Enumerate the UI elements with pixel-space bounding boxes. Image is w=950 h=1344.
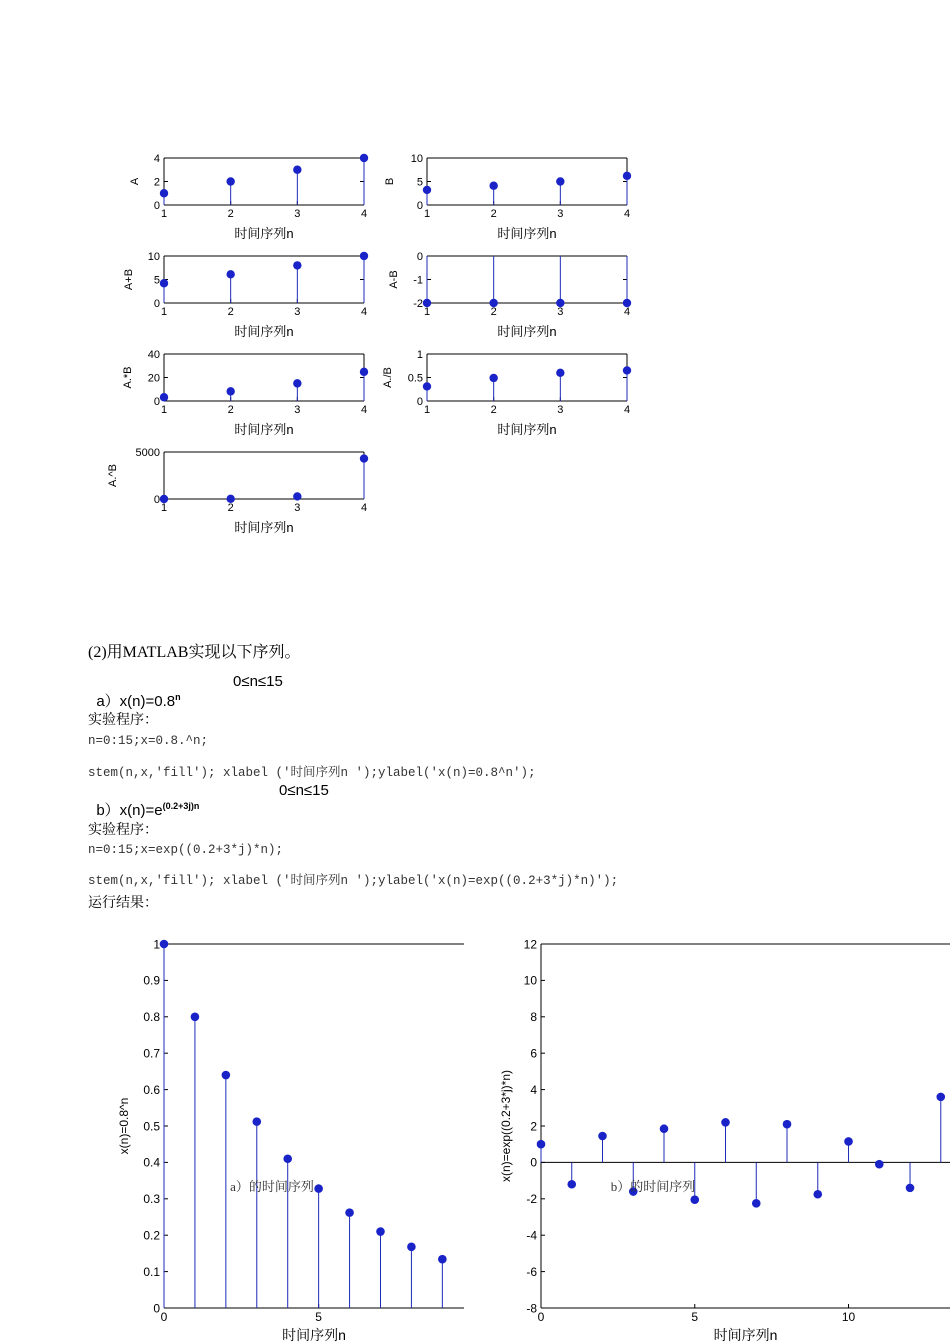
chart-a-stem-marker bbox=[407, 1243, 416, 1252]
small-plot-6-xtick-label: 3 bbox=[557, 404, 564, 416]
small-plot-7-xlabel: 时间序列n bbox=[234, 520, 294, 535]
small-plot-1-group bbox=[160, 154, 368, 205]
chart-b-annotation: b）的时间序列 bbox=[610, 1179, 696, 1194]
chart-b-stem-marker bbox=[721, 1118, 730, 1127]
code-line-b1: n=0:15;x=exp((0.2+3*j)*n); bbox=[88, 843, 284, 857]
small-plot-4-xtick-label: 4 bbox=[623, 306, 631, 318]
small-plot-3-stem-marker bbox=[293, 261, 301, 269]
code-line-a2: stem(n,x,'fill'); xlabel ('时间序列n ');ylabel('x(n)=0.8^n'); bbox=[88, 766, 536, 780]
chart-b-stem-marker bbox=[660, 1124, 669, 1133]
code-line-a1: n=0:15;x=0.8.^n; bbox=[88, 734, 209, 748]
small-plot-2-ytick-label: 0 bbox=[416, 199, 423, 212]
chart-b-ytick-label: -8 bbox=[526, 1301, 537, 1316]
chart-b-stem-marker bbox=[598, 1132, 607, 1141]
small-plot-5-ytick-label: 40 bbox=[147, 348, 160, 361]
small-plot-5-ytick-label: 20 bbox=[147, 372, 160, 385]
code-line-b2: stem(n,x,'fill'); xlabel ('时间序列n ');ylabel('x(n)=exp((0.2+3*j)*n)'); bbox=[88, 874, 619, 888]
small-plot-4-xlabel: 时间序列n bbox=[497, 324, 557, 339]
chart-b-stem-marker bbox=[844, 1137, 853, 1146]
small-plot-2-ylabel: B bbox=[384, 177, 396, 186]
chart-b-stem-marker bbox=[783, 1120, 792, 1129]
chart-b-stem-marker bbox=[567, 1180, 576, 1189]
chart-b-group bbox=[537, 944, 950, 1308]
small-plot-5-xtick-label: 3 bbox=[294, 404, 301, 416]
chart-b-stem-marker bbox=[752, 1199, 761, 1208]
formula-b-exponent: (0.2+3j)n bbox=[162, 801, 200, 811]
small-plot-7-xtick-label: 4 bbox=[360, 502, 368, 514]
small-plot-7-xtick-label: 3 bbox=[294, 502, 301, 514]
small-plot-1-xlabel: 时间序列n bbox=[234, 226, 294, 241]
small-plot-1-stem-marker bbox=[226, 177, 234, 185]
chart-b-stem-marker bbox=[813, 1190, 822, 1199]
chart-a-stem-marker bbox=[252, 1117, 261, 1126]
chart-a-annotation: a）的时间序列 bbox=[230, 1179, 314, 1194]
small-plot-7-stem-marker bbox=[360, 454, 368, 462]
chart-b-xtick-label: 10 bbox=[841, 1310, 856, 1324]
small-plot-6-xlabel: 时间序列n bbox=[497, 422, 557, 437]
chart-a-stem-marker bbox=[376, 1227, 385, 1236]
small-plot-7-ytick-label: 5000 bbox=[135, 446, 160, 459]
small-plot-1-ylabel: A bbox=[129, 177, 141, 186]
chart-a-ytick-label: 0.5 bbox=[143, 1119, 160, 1134]
formula-a-exponent: n bbox=[175, 692, 181, 702]
small-plot-6-group bbox=[423, 354, 631, 401]
section-heading: (2)用MATLAB实现以下序列。 bbox=[88, 644, 301, 661]
chart-a-ytick-label: 0.9 bbox=[143, 973, 160, 988]
chart-b-ytick-label: -6 bbox=[526, 1264, 537, 1279]
small-plot-5-stem-marker bbox=[360, 368, 368, 376]
chart-b-ytick-label: 4 bbox=[530, 1082, 537, 1097]
small-plot-2-group bbox=[423, 158, 631, 205]
small-plot-6-stem-marker bbox=[623, 366, 631, 374]
small-plot-3-ytick-label: 0 bbox=[153, 297, 160, 310]
chart-a-xlabel: 时间序列n bbox=[282, 1327, 346, 1343]
small-plot-5-stem-marker bbox=[293, 379, 301, 387]
small-plot-2-xtick-label: 1 bbox=[423, 208, 431, 220]
chart-a-ytick-label: 0.6 bbox=[143, 1082, 160, 1097]
small-plot-2-xtick-label: 4 bbox=[623, 208, 631, 220]
small-plot-2-stem-marker bbox=[489, 182, 497, 190]
small-plot-6-ytick-label: 0.5 bbox=[407, 372, 423, 385]
small-plot-4-xtick-label: 2 bbox=[490, 306, 497, 318]
chart-a-stem-marker bbox=[283, 1154, 292, 1163]
formula-a bbox=[88, 673, 181, 711]
small-plot-5-ylabel: A.*B bbox=[122, 366, 134, 389]
small-plot-5-xtick-label: 4 bbox=[360, 404, 368, 416]
small-plot-1-stem-marker bbox=[293, 166, 301, 174]
small-plot-1-ytick-label: 2 bbox=[153, 176, 160, 189]
small-plot-3-ytick-label: 5 bbox=[153, 274, 160, 287]
small-plot-6-ytick-label: 0 bbox=[416, 395, 423, 408]
chart-a-xtick-label: 5 bbox=[315, 1310, 322, 1324]
small-plot-7-stem-marker bbox=[293, 492, 301, 500]
chart-a-stem-marker bbox=[222, 1071, 231, 1080]
chart-b-xtick-label: 5 bbox=[691, 1310, 699, 1324]
chart-b-xtick-label: 0 bbox=[537, 1310, 545, 1324]
small-plot-7-xtick-label: 2 bbox=[227, 502, 234, 514]
small-plot-1-stem-marker bbox=[360, 154, 368, 162]
small-plot-1-ytick-label: 0 bbox=[153, 199, 160, 212]
small-plot-6-xtick-label: 4 bbox=[623, 404, 631, 416]
chart-b-ytick-label: 8 bbox=[530, 1010, 537, 1025]
chart-a-stem-marker bbox=[160, 940, 169, 949]
small-plot-3-xtick-label: 4 bbox=[360, 306, 368, 318]
chart-b-ylabel: x(n)=exp((0.2+3*j)*n) bbox=[499, 1069, 513, 1183]
small-plot-3-stem-marker bbox=[160, 279, 168, 287]
small-plot-5-xlabel: 时间序列n bbox=[234, 422, 294, 437]
chart-a-ytick-label: 0.1 bbox=[143, 1264, 160, 1279]
chart-a-stem-marker bbox=[314, 1184, 323, 1193]
small-plot-6-stem-marker bbox=[489, 374, 497, 382]
small-plot-4-xtick-label: 3 bbox=[557, 306, 564, 318]
chart-a-stem-marker bbox=[438, 1255, 447, 1264]
formula-a-label: a）x(n)=0.8 bbox=[96, 693, 176, 710]
chart-a-ytick-label: 0.8 bbox=[143, 1010, 160, 1025]
chart-b-stem-marker bbox=[936, 1093, 945, 1102]
chart-b-stem-marker bbox=[690, 1195, 699, 1204]
small-plot-3-stem-marker bbox=[360, 252, 368, 260]
small-plot-2-ytick-label: 5 bbox=[416, 176, 423, 189]
small-plot-5-xtick-label: 2 bbox=[227, 404, 234, 416]
chart-a-ylabel: x(n)=0.8^n bbox=[117, 1097, 131, 1155]
chart-b-stem-marker bbox=[875, 1160, 884, 1169]
small-plot-6-ylabel: A./B bbox=[382, 367, 394, 388]
small-plot-2-stem-marker bbox=[623, 172, 631, 180]
small-plot-6-ytick-label: 1 bbox=[416, 348, 423, 361]
chart-b-stem-marker bbox=[906, 1184, 915, 1193]
formula-b-range: 0≤n≤15 bbox=[279, 782, 329, 799]
result-label: 运行结果： bbox=[88, 896, 158, 911]
chart-a-xtick-label: 0 bbox=[160, 1310, 168, 1324]
small-plot-2-xtick-label: 3 bbox=[557, 208, 564, 220]
small-plot-5-xtick-label: 1 bbox=[160, 404, 168, 416]
chart-b-ytick-label: 0 bbox=[530, 1155, 537, 1170]
chart-b-ytick-label: -2 bbox=[526, 1192, 537, 1207]
small-plot-3-xtick-label: 1 bbox=[160, 306, 168, 318]
small-plot-4-group bbox=[423, 256, 631, 307]
small-plot-6-stem-marker bbox=[556, 369, 564, 377]
small-plot-3-group bbox=[160, 252, 368, 303]
chart-b-ytick-label: 10 bbox=[523, 973, 537, 988]
chart-b-ytick-label: 6 bbox=[530, 1046, 537, 1061]
program-title-a: 实验程序： bbox=[88, 713, 158, 728]
small-plot-4-ytick-label: 0 bbox=[416, 250, 423, 263]
small-plot-1-xtick-label: 1 bbox=[160, 208, 168, 220]
small-plot-6-stem-marker bbox=[423, 382, 431, 390]
formula-b bbox=[88, 782, 199, 820]
small-plot-7-ytick-label: 0 bbox=[153, 493, 160, 506]
small-plot-3-ylabel: A+B bbox=[123, 268, 135, 291]
small-plot-2-xtick-label: 2 bbox=[490, 208, 497, 220]
small-plot-5-stem-marker bbox=[160, 393, 168, 401]
small-plot-1-xtick-label: 2 bbox=[227, 208, 234, 220]
chart-b-stem-marker bbox=[537, 1140, 546, 1149]
small-plot-5-group bbox=[160, 354, 368, 401]
small-plot-4-ytick-label: -1 bbox=[413, 274, 423, 287]
chart-a-ytick-label: 0.7 bbox=[143, 1046, 160, 1061]
program-title-b: 实验程序： bbox=[88, 823, 158, 838]
small-plot-1-xtick-label: 3 bbox=[294, 208, 301, 220]
chart-a-ytick-label: 0.4 bbox=[143, 1155, 160, 1170]
small-plot-2-stem-marker bbox=[423, 186, 431, 194]
small-plot-5-ytick-label: 0 bbox=[153, 395, 160, 408]
chart-a-stem-marker bbox=[345, 1208, 354, 1217]
small-plot-1-xtick-label: 4 bbox=[360, 208, 368, 220]
small-plot-3-xtick-label: 2 bbox=[227, 306, 234, 318]
small-plot-1-stem-marker bbox=[160, 189, 168, 197]
small-plot-5-stem-marker bbox=[226, 387, 234, 395]
small-plot-1-ytick-label: 4 bbox=[153, 152, 160, 165]
small-plot-6-xtick-label: 2 bbox=[490, 404, 497, 416]
small-plot-4-ytick-label: -2 bbox=[413, 297, 423, 310]
small-plot-3-xtick-label: 3 bbox=[294, 306, 301, 318]
chart-b-ytick-label: -4 bbox=[526, 1228, 537, 1243]
chart-b-ytick-label: 12 bbox=[523, 937, 537, 952]
small-plot-3-xlabel: 时间序列n bbox=[234, 324, 294, 339]
chart-a-group bbox=[160, 940, 464, 1308]
chart-b-xlabel: 时间序列n bbox=[713, 1327, 778, 1343]
small-plot-4-xtick-label: 1 bbox=[423, 306, 431, 318]
chart-a-stem-marker bbox=[191, 1013, 200, 1022]
small-plot-2-stem-marker bbox=[556, 177, 564, 185]
small-plot-6-xtick-label: 1 bbox=[423, 404, 431, 416]
small-plot-3-ytick-label: 10 bbox=[147, 250, 160, 263]
chart-a-ytick-label: 1 bbox=[153, 937, 160, 952]
small-plot-7-group bbox=[160, 452, 368, 503]
chart-b-ytick-label: 2 bbox=[530, 1119, 537, 1134]
chart-a-ytick-label: 0.2 bbox=[143, 1228, 160, 1243]
formula-b-label: b）x(n)=e bbox=[96, 802, 163, 819]
chart-a-ytick-label: 0 bbox=[153, 1301, 160, 1316]
small-plot-2-ytick-label: 10 bbox=[410, 152, 423, 165]
small-plot-7-xtick-label: 1 bbox=[160, 502, 168, 514]
small-plot-7-ylabel: A.^B bbox=[107, 464, 119, 487]
small-plot-4-ylabel: A-B bbox=[388, 270, 400, 289]
small-plot-2-xlabel: 时间序列n bbox=[497, 226, 557, 241]
formula-a-range: 0≤n≤15 bbox=[233, 673, 283, 690]
chart-a-ytick-label: 0.3 bbox=[143, 1192, 160, 1207]
small-plot-3-stem-marker bbox=[226, 270, 234, 278]
